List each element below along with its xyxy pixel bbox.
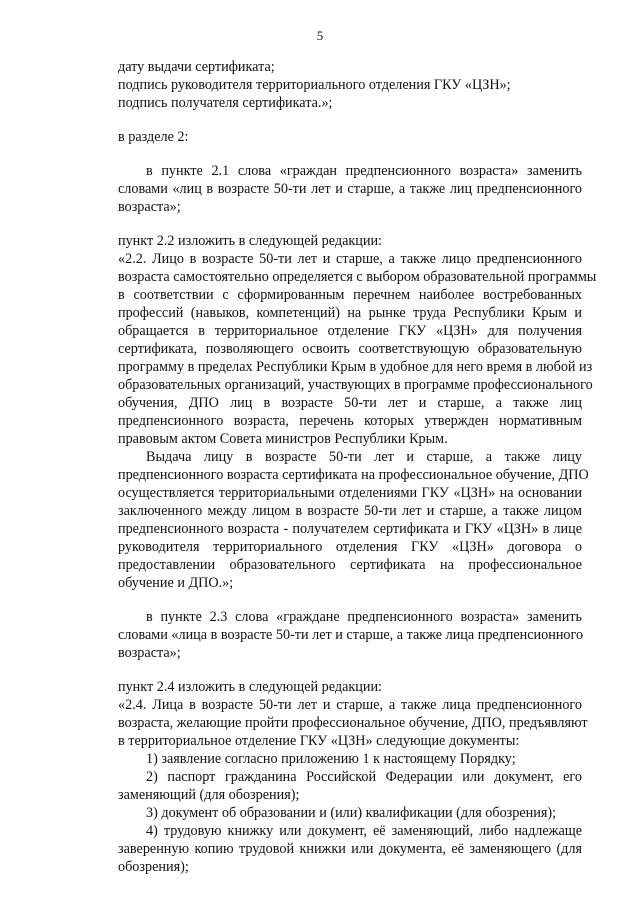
- text-line: «2.4. Лица в возрасте 50-ти лет и старше, а также лица предпенсионного: [118, 697, 582, 713]
- text-line: осуществляется территориальными отделениями ГКУ «ЦЗН» на основании: [118, 485, 582, 501]
- text-line: обучения, ДПО лиц в возрасте 50-ти лет и старше, а также лиц: [118, 395, 582, 411]
- text-line: руководителя территориального отделения ГКУ «ЦЗН» договора о: [118, 539, 582, 555]
- text-line: предпенсионного возраста, перечень которых утвержден нормативным: [118, 413, 582, 429]
- text-line: в соответствии с сформированным перечнем наиболее востребованных: [118, 287, 582, 303]
- text-line: Выдача лицу в возрасте 50-ти лет и старше, а также лицу: [146, 449, 582, 465]
- text-line: программу в пределах Республики Крым в удобное для него время в любой из: [118, 359, 593, 375]
- text-line: 3) документ об образовании и (или) квалификации (для обозрения);: [146, 805, 557, 821]
- text-line: образовательных организаций, участвующих в программе профессионального: [118, 377, 593, 393]
- text-line: обозрения);: [118, 859, 189, 875]
- text-line: заверенную копию трудовой книжки или документа, её заменяющего (для: [118, 841, 582, 857]
- text-line: предпенсионного возраста - получателем сертификата и ГКУ «ЦЗН» в лице: [118, 521, 582, 537]
- text-line: 1) заявление согласно приложению 1 к настоящему Порядку;: [146, 751, 516, 767]
- text-line: пункт 2.2 изложить в следующей редакции:: [118, 233, 382, 249]
- text-line: «2.2. Лицо в возрасте 50-ти лет и старше, а также лицо предпенсионного: [118, 251, 582, 267]
- text-line: обучение и ДПО.»;: [118, 575, 234, 591]
- text-line: пункт 2.4 изложить в следующей редакции:: [118, 679, 382, 695]
- text-line: подпись руководителя территориального отделения ГКУ «ЦЗН»;: [118, 77, 511, 93]
- text-line: возраста»;: [118, 199, 181, 215]
- text-line: возраста самостоятельно определяется с выбором образовательной программы: [118, 269, 597, 285]
- text-line: словами «лиц в возрасте 50-ти лет и старше, а также лиц предпенсионного: [118, 181, 582, 197]
- page-number: 5: [316, 28, 324, 43]
- text-line: возраста»;: [118, 645, 181, 661]
- text-line: в пункте 2.3 слова «граждане предпенсионного возраста» заменить: [146, 609, 582, 625]
- text-line: заменяющий (для обозрения);: [118, 787, 300, 803]
- text-line: в территориальное отделение ГКУ «ЦЗН» следующие документы:: [118, 733, 520, 749]
- text-line: дату выдачи сертификата;: [118, 59, 275, 75]
- text-line: заключенного между лицом в возрасте 50-ти лет и старше, а также лицом: [118, 503, 582, 519]
- text-line: сертификата, позволяющего освоить соответствующую образовательную: [118, 341, 582, 357]
- text-line: подпись получателя сертификата.»;: [118, 95, 333, 111]
- text-line: обращается в территориальное отделение ГКУ «ЦЗН» для получения: [118, 323, 582, 339]
- text-line: профессий (навыков, компетенций) на рынке труда Республики Крым и: [118, 305, 582, 321]
- text-line: 4) трудовую книжку или документ, её заменяющий, либо надлежаще: [146, 823, 582, 839]
- text-line: в пункте 2.1 слова «граждан предпенсионного возраста» заменить: [146, 163, 582, 179]
- text-line: словами «лица в возрасте 50-ти лет и старше, а также лица предпенсионного: [118, 627, 584, 643]
- text-line: предпенсионного возраста сертификата на профессиональное обучение, ДПО: [118, 467, 589, 483]
- text-line: 2) паспорт гражданина Российской Федерации или документ, его: [146, 769, 582, 785]
- text-line: возраста, желающие пройти профессиональное обучение, ДПО, предъявляют: [118, 715, 588, 731]
- text-line: предоставлении образовательного сертификата на профессиональное: [118, 557, 582, 573]
- text-line: правовым актом Совета министров Республики Крым.: [118, 431, 448, 447]
- text-line: в разделе 2:: [118, 129, 189, 145]
